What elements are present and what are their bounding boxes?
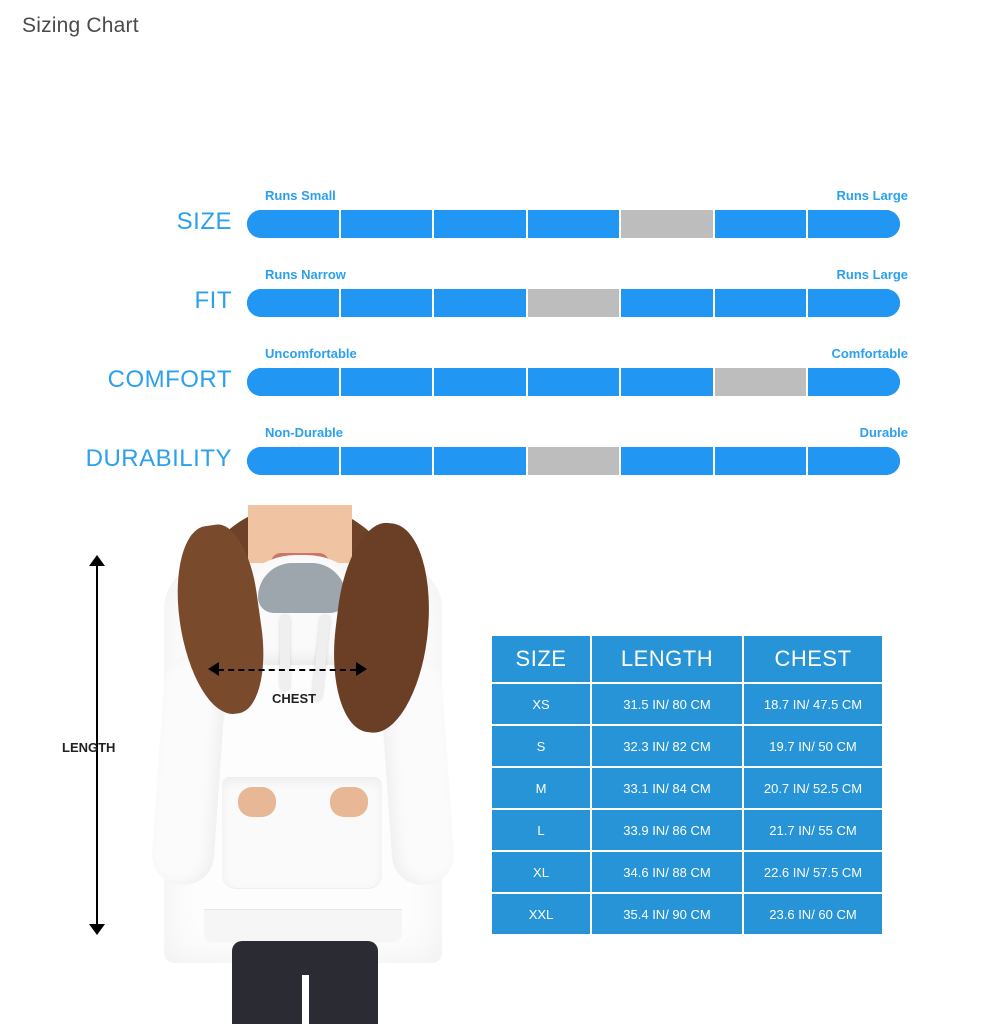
cell-length: 31.5 IN/ 80 CM — [592, 684, 742, 724]
scale-caption-left-fit: Runs Narrow — [265, 267, 346, 282]
scale-segment — [247, 368, 341, 396]
scale-segment — [808, 210, 900, 238]
scale-segment — [341, 447, 435, 475]
hoodie-hem — [204, 909, 402, 942]
scale-track-durability[interactable] — [247, 447, 900, 475]
scale-segment — [247, 447, 341, 475]
scale-segment-active — [528, 447, 622, 475]
scale-caption-right-fit: Runs Large — [836, 267, 908, 282]
cell-size: XXL — [492, 894, 590, 934]
scale-label-comfort: COMFORT — [107, 366, 232, 393]
scale-segment — [434, 368, 528, 396]
hand-right — [330, 787, 368, 817]
table-header-row — [492, 636, 882, 682]
scale-track-comfort[interactable] — [247, 368, 900, 396]
scale-segment-active — [715, 368, 809, 396]
scale-caption-left-comfort: Uncomfortable — [265, 346, 357, 361]
scale-segment — [341, 289, 435, 317]
cell-chest: 18.7 IN/ 47.5 CM — [744, 684, 882, 724]
scale-segment — [808, 447, 900, 475]
scale-track-size[interactable] — [247, 210, 900, 238]
scale-segment — [808, 368, 900, 396]
cell-length: 32.3 IN/ 82 CM — [592, 726, 742, 766]
table-row — [492, 852, 882, 892]
cell-length: 35.4 IN/ 90 CM — [592, 894, 742, 934]
table-row — [492, 894, 882, 934]
scale-row-comfort — [0, 338, 1006, 417]
scale-row-size — [0, 180, 1006, 259]
scale-segment — [528, 368, 622, 396]
cell-chest: 22.6 IN/ 57.5 CM — [744, 852, 882, 892]
scale-segment — [715, 447, 809, 475]
scale-label-durability: DURABILITY — [85, 445, 232, 472]
scale-segment — [341, 368, 435, 396]
cell-size: L — [492, 810, 590, 850]
cell-size: M — [492, 768, 590, 808]
size-table — [490, 634, 884, 936]
hood-inner-shadow — [258, 563, 346, 613]
scale-caption-left-durability: Non-Durable — [265, 425, 343, 440]
length-measure-label: LENGTH — [62, 740, 116, 755]
scale-caption-right-durability: Durable — [859, 425, 908, 440]
table-row — [492, 810, 882, 850]
chest-arrow-right-icon — [356, 662, 367, 676]
scale-segment — [528, 210, 622, 238]
scale-caption-right-comfort: Comfortable — [831, 346, 908, 361]
scale-segment — [621, 368, 715, 396]
scale-segment — [247, 289, 341, 317]
chest-measure-label: CHEST — [272, 691, 317, 706]
scale-segment — [247, 210, 341, 238]
leg-gap — [302, 975, 309, 1024]
scale-caption-left-size: Runs Small — [265, 188, 336, 203]
cell-size: XL — [492, 852, 590, 892]
cell-chest: 20.7 IN/ 52.5 CM — [744, 768, 882, 808]
cell-length: 34.6 IN/ 88 CM — [592, 852, 742, 892]
scale-row-fit — [0, 259, 1006, 338]
scale-segment — [434, 447, 528, 475]
scale-track-fit[interactable] — [247, 289, 900, 317]
scale-segment — [808, 289, 900, 317]
table-row — [492, 726, 882, 766]
scale-segment — [715, 289, 809, 317]
scale-segment — [715, 210, 809, 238]
scale-label-size: SIZE — [176, 208, 232, 235]
scale-segment-active — [621, 210, 715, 238]
cell-chest: 23.6 IN/ 60 CM — [744, 894, 882, 934]
table-header-size: SIZE — [492, 636, 590, 682]
scale-segment — [621, 447, 715, 475]
product-photo — [140, 505, 460, 1024]
table-header-length: LENGTH — [592, 636, 742, 682]
cell-length: 33.9 IN/ 86 CM — [592, 810, 742, 850]
rating-scales — [0, 180, 1006, 496]
cell-size: XS — [492, 684, 590, 724]
scale-segment — [434, 289, 528, 317]
chest-measure-line — [218, 669, 356, 671]
scale-segment-active — [528, 289, 622, 317]
scale-caption-right-size: Runs Large — [836, 188, 908, 203]
page-title: Sizing Chart — [22, 14, 139, 37]
cell-chest: 19.7 IN/ 50 CM — [744, 726, 882, 766]
scale-label-fit: FIT — [194, 287, 232, 314]
scale-segment — [341, 210, 435, 238]
cell-chest: 21.7 IN/ 55 CM — [744, 810, 882, 850]
cell-length: 33.1 IN/ 84 CM — [592, 768, 742, 808]
scale-segment — [621, 289, 715, 317]
hand-left — [238, 787, 276, 817]
drawstring-left — [280, 615, 290, 691]
scale-segment — [434, 210, 528, 238]
table-row — [492, 768, 882, 808]
scale-row-durability — [0, 417, 1006, 496]
cell-size: S — [492, 726, 590, 766]
model-illustration — [140, 505, 460, 1024]
table-header-chest: CHEST — [744, 636, 882, 682]
table-row — [492, 684, 882, 724]
